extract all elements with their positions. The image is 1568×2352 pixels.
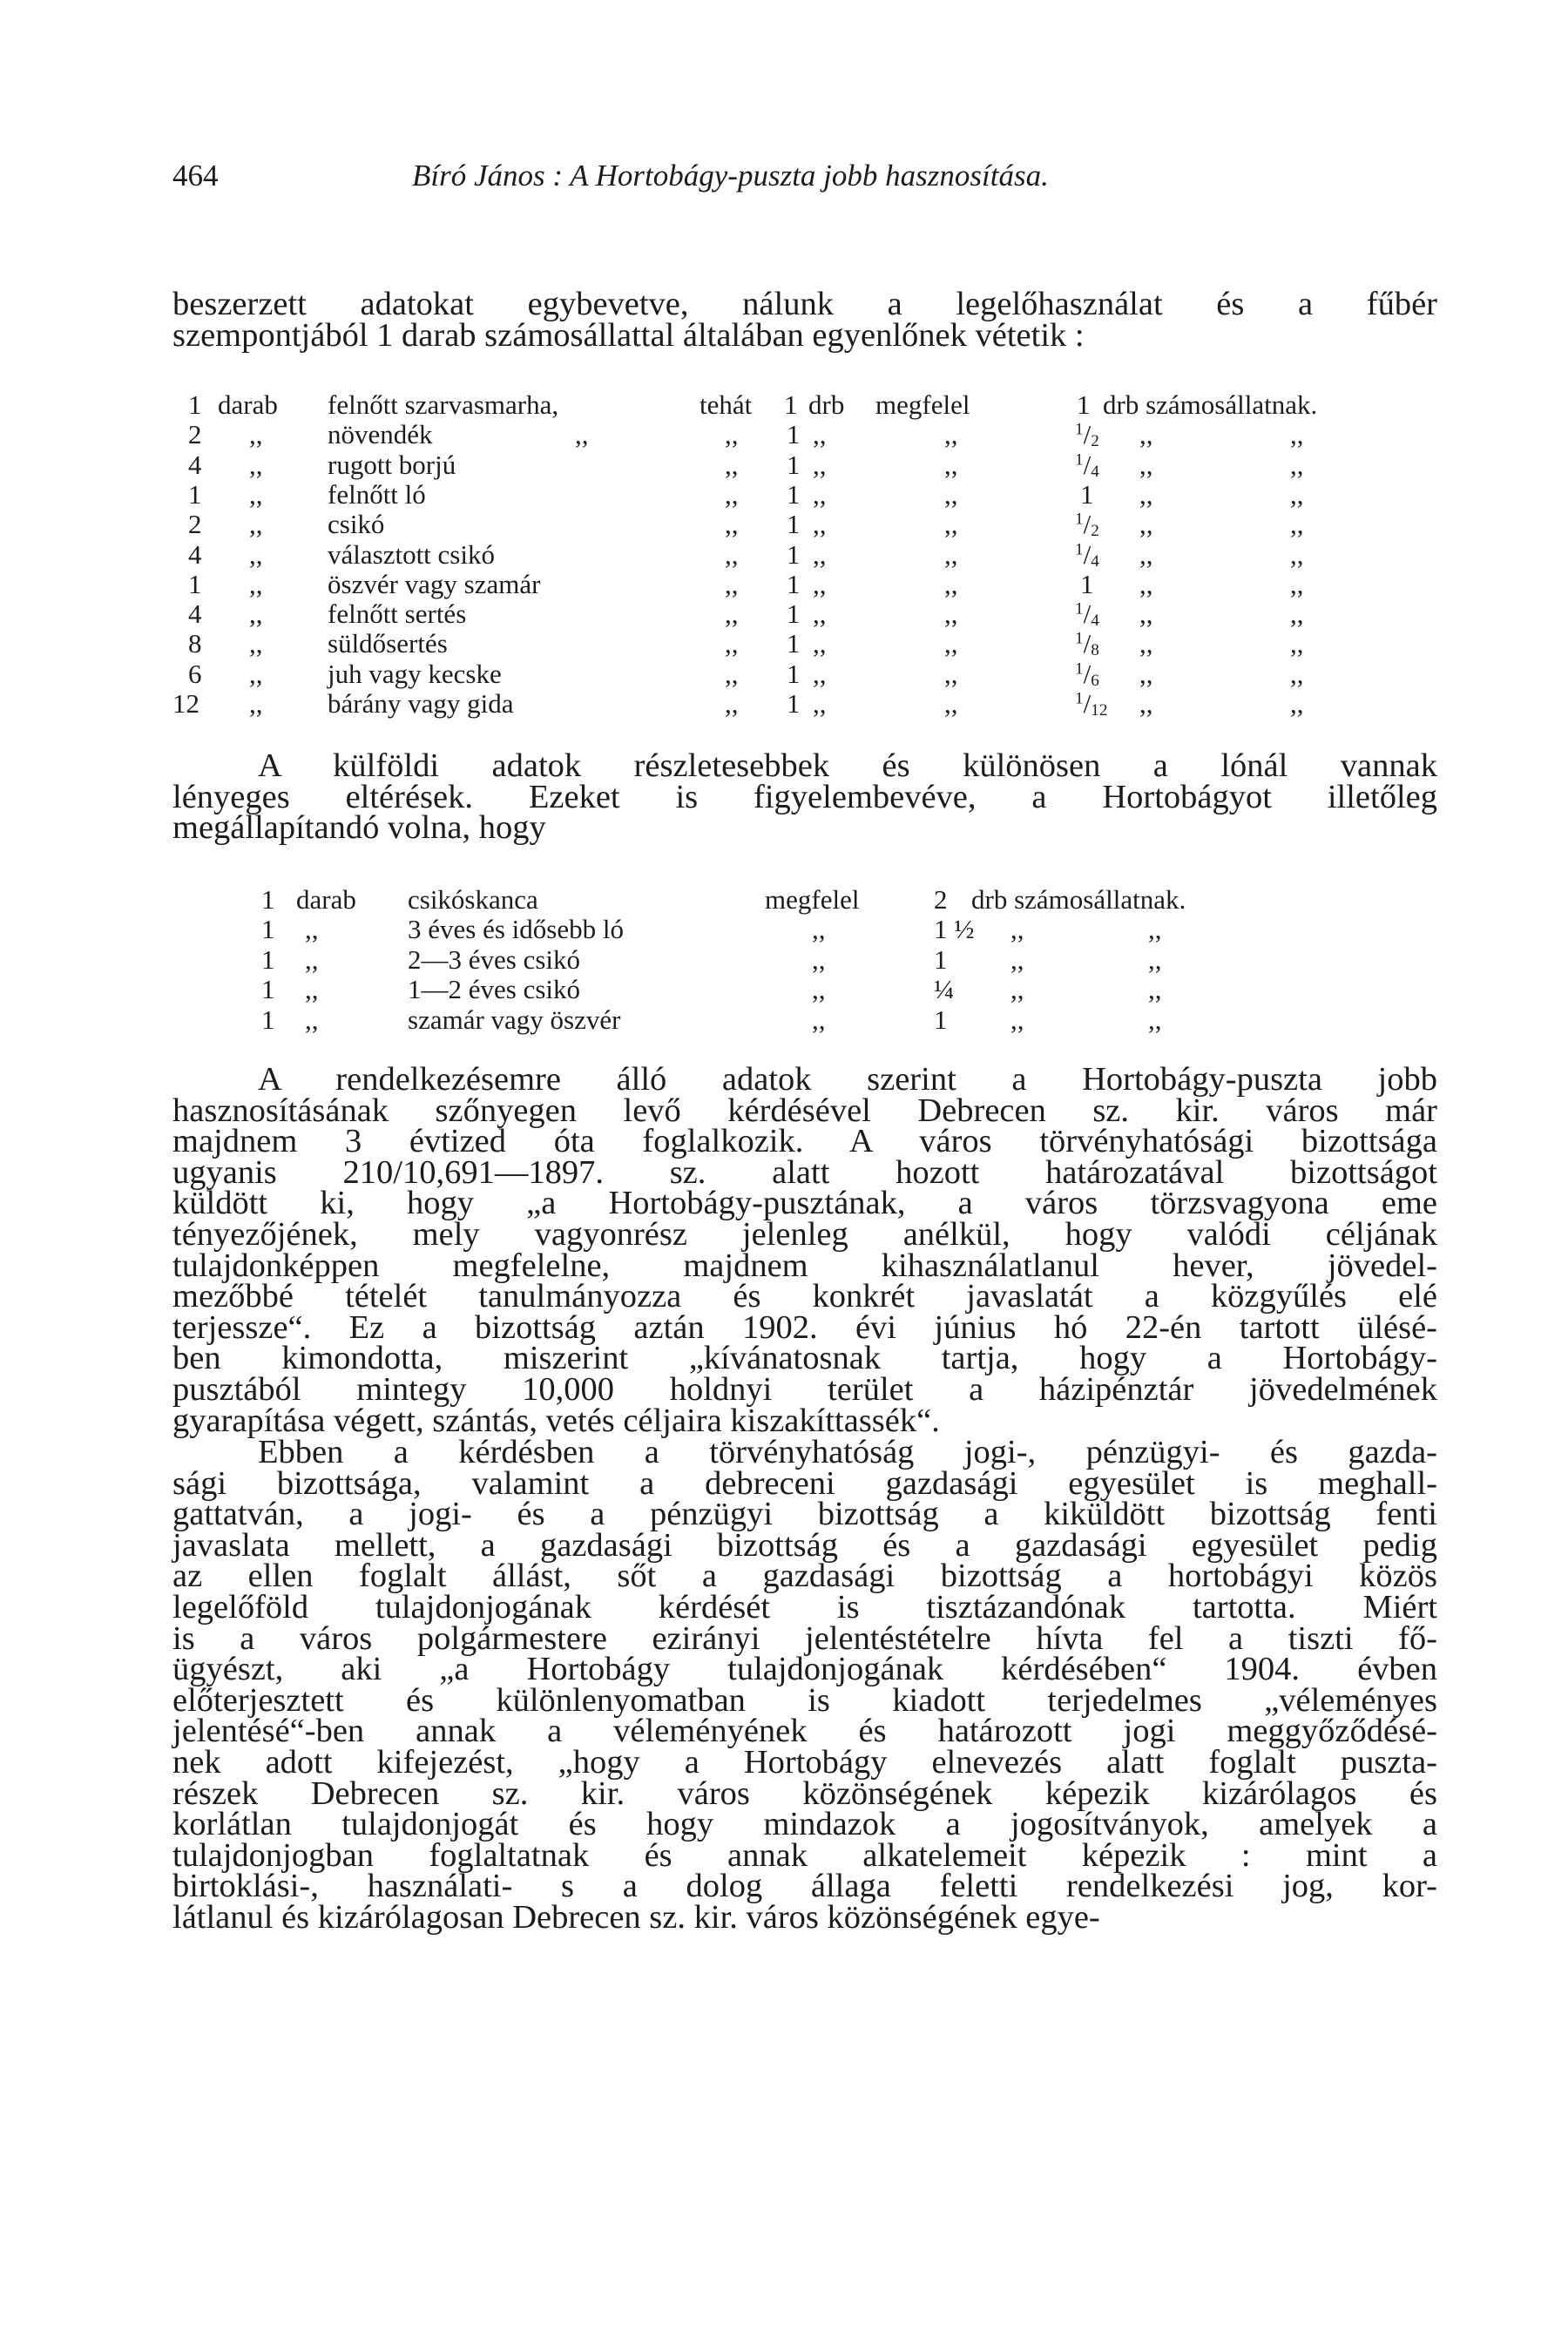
ditto-mark: ,, xyxy=(305,1004,319,1035)
text-line: A külföldi adatok részletesebbek és különösen a lónál vannak xyxy=(258,747,1437,784)
text-line: nek adott kifejezést, „hogy a Hortobágy elnevezés alatt foglalt puszta- xyxy=(172,1743,1437,1781)
table-cell: bárány vagy gida xyxy=(328,688,514,719)
text-line: sági bizottsága, valamint a debreceni gazdasági egyesület is meghall- xyxy=(172,1464,1437,1502)
fraction-denominator: 6 xyxy=(1091,671,1099,690)
ditto-mark: ,, xyxy=(1139,478,1153,510)
ditto-mark: ,, xyxy=(249,538,263,570)
table-cell: darab xyxy=(296,884,356,915)
ditto-mark: ,, xyxy=(1290,538,1304,570)
table-cell: 1 xyxy=(934,1004,948,1035)
ditto-mark: ,, xyxy=(249,509,263,540)
fraction-slash: / xyxy=(1083,598,1092,630)
table-cell: 1 xyxy=(1080,568,1094,599)
table-cell: tehát xyxy=(700,389,753,420)
text-line: legelőföld tulajdonjogának kérdését is tisztázandónak tartotta. Miért xyxy=(172,1588,1437,1625)
fraction-numerator: 1 xyxy=(1075,629,1084,648)
ditto-mark: ,, xyxy=(813,598,827,630)
table-cell: 1 ½ xyxy=(934,914,975,945)
ditto-mark: ,, xyxy=(1148,1004,1162,1035)
table-cell: 1 xyxy=(787,449,801,480)
text-line: tényezőjének, mely vagyonrész jelenleg anélkül, hogy valódi céljának xyxy=(172,1215,1437,1253)
ditto-mark: ,, xyxy=(944,538,958,570)
livestock-equivalence-table xyxy=(172,389,1427,729)
text-line: gyarapítása végett, szántás, vetés céljaira kiszakíttassék“. xyxy=(172,1402,940,1439)
ditto-mark: ,, xyxy=(944,419,958,450)
table-cell: csikóskanca xyxy=(408,884,538,915)
text-line: ben kimondotta, miszerint „kívánatosnak tartja, hogy a Hortobágy- xyxy=(172,1340,1437,1377)
fraction-numerator: 1 xyxy=(1075,659,1084,679)
ditto-mark: ,, xyxy=(1010,1004,1024,1035)
table-cell: 8 xyxy=(188,628,202,659)
table-cell: 12 xyxy=(172,688,199,719)
table-cell: 1 xyxy=(1080,478,1094,510)
table-cell: 1 xyxy=(787,538,801,570)
text-line: A rendelkezésemre álló adatok szerint a Hortobágy-puszta jobb xyxy=(258,1061,1437,1098)
table-cell: 4 xyxy=(188,598,202,630)
ditto-mark: ,, xyxy=(725,478,739,510)
ditto-mark: ,, xyxy=(1139,568,1153,599)
text-line: jelentésé“-ben annak a véleményének és határozott jogi meggyőződésé- xyxy=(172,1713,1437,1750)
text-line: gattatván, a jogi- és a pénzügyi bizottság a kiküldött bizottság fenti xyxy=(172,1496,1437,1533)
fraction-slash: / xyxy=(1083,419,1092,450)
table-cell: 1 xyxy=(787,628,801,659)
table-cell: 3 éves és idősebb ló xyxy=(408,914,624,945)
table-cell: juh vagy kecske xyxy=(328,658,502,689)
table-cell: 1 xyxy=(784,389,798,420)
ditto-mark: ,, xyxy=(944,628,958,659)
fraction-denominator: 8 xyxy=(1091,641,1099,660)
ditto-mark: ,, xyxy=(249,568,263,599)
table-cell: drb számosállatnak. xyxy=(1103,389,1318,420)
ditto-mark: ,, xyxy=(813,688,827,719)
fraction-numerator: 1 xyxy=(1075,539,1084,558)
legal-paragraph xyxy=(172,1434,1437,1936)
ditto-mark: ,, xyxy=(813,538,827,570)
table-cell: 1—2 éves csikó xyxy=(408,974,581,1005)
fraction-slash: / xyxy=(1083,658,1092,689)
fraction-denominator: 4 xyxy=(1091,551,1099,571)
ditto-mark: ,, xyxy=(725,449,739,480)
table-cell: drb xyxy=(808,389,845,420)
running-title: Bíró János : A Hortobágy-puszta jobb hasznosítása. xyxy=(412,159,1049,193)
ditto-mark: ,, xyxy=(725,658,739,689)
intro-paragraph xyxy=(172,286,1437,354)
ditto-mark: ,, xyxy=(1290,509,1304,540)
ditto-mark: ,, xyxy=(944,509,958,540)
text-line: lényeges eltérések. Ezeket is figyelembevéve, a Hortobágyot illetőleg xyxy=(172,778,1437,815)
table-cell: csikó xyxy=(328,509,385,540)
ditto-mark: ,, xyxy=(305,914,319,945)
ditto-mark: ,, xyxy=(249,598,263,630)
ditto-mark: ,, xyxy=(1139,628,1153,659)
text-line: ügyészt, aki „a Hortobágy tulajdonjogának kérdésében“ 1904. évben xyxy=(172,1651,1437,1688)
fraction xyxy=(1075,539,1099,571)
text-line: az ellen foglalt állást, sőt a gazdasági bizottság a hortobágyi közös xyxy=(172,1558,1437,1595)
table-cell: megfelel xyxy=(765,884,860,915)
text-line: ugyanis 210/10,691—1897. sz. alatt hozott határozatával bizottságot xyxy=(172,1153,1437,1191)
ditto-mark: ,, xyxy=(1139,538,1153,570)
text-line: mezőbbé tételét tanulmányozza és konkrét javaslatát a közgyűlés elé xyxy=(172,1278,1437,1315)
table-cell: 6 xyxy=(188,658,202,689)
ditto-mark: ,, xyxy=(725,419,739,450)
table-cell: 1 xyxy=(787,598,801,630)
table-cell: 1 xyxy=(188,568,202,599)
text-line: szempontjából 1 darab számosállattal általában egyenlőnek vétetik : xyxy=(172,316,1085,354)
ditto-mark: ,, xyxy=(725,688,739,719)
table-cell: 2 xyxy=(188,509,202,540)
ditto-mark: ,, xyxy=(1139,658,1153,689)
ditto-mark: ,, xyxy=(1148,914,1162,945)
ditto-mark: ,, xyxy=(1290,419,1304,450)
table-cell: 1 xyxy=(261,914,275,945)
table-cell: 1 xyxy=(787,509,801,540)
ditto-mark: ,, xyxy=(813,449,827,480)
fraction-denominator: 4 xyxy=(1091,462,1099,481)
table-cell: darab xyxy=(218,389,278,420)
ditto-mark: ,, xyxy=(1290,449,1304,480)
ditto-mark: ,, xyxy=(813,628,827,659)
ditto-mark: ,, xyxy=(249,449,263,480)
ditto-mark: ,, xyxy=(812,914,826,945)
fraction-denominator: 4 xyxy=(1091,611,1099,630)
ditto-mark: ,, xyxy=(305,943,319,975)
ditto-mark: ,, xyxy=(1290,568,1304,599)
ditto-mark: ,, xyxy=(944,598,958,630)
ditto-mark: ,, xyxy=(1010,914,1024,945)
table-cell: ¼ xyxy=(934,974,955,1005)
fraction xyxy=(1075,419,1099,451)
text-line: birtoklási-, használati- s a dolog állaga feletti rendelkezési jog, kor- xyxy=(172,1868,1437,1905)
text-line: tulajdonjogban foglaltatnak és annak alkatelemeit képezik : mint a xyxy=(172,1836,1437,1874)
table-cell: 1 xyxy=(934,943,948,975)
table-cell: 2 xyxy=(188,419,202,450)
fraction xyxy=(1075,659,1099,691)
table-cell: 1 xyxy=(188,389,202,420)
text-line: is a város polgármestere ezirányi jelentéstételre hívta fel a tiszti fő- xyxy=(172,1619,1437,1657)
ditto-mark: ,, xyxy=(944,568,958,599)
table-cell: 4 xyxy=(188,449,202,480)
fraction-numerator: 1 xyxy=(1075,689,1084,708)
ditto-mark: ,, xyxy=(1139,419,1153,450)
ditto-mark: ,, xyxy=(1010,974,1024,1005)
table-cell: rugott borjú xyxy=(328,449,456,480)
ditto-mark: ,, xyxy=(813,658,827,689)
ditto-mark: ,, xyxy=(1139,509,1153,540)
table-cell: 1 xyxy=(787,658,801,689)
page-header xyxy=(172,159,1418,202)
ditto-mark: ,, xyxy=(812,943,826,975)
ditto-mark: ,, xyxy=(249,419,263,450)
table-cell: 4 xyxy=(188,538,202,570)
text-line: előterjesztett és különlenyomatban is kiadott terjedelmes „véleményes xyxy=(172,1681,1437,1719)
ditto-mark: ,, xyxy=(725,628,739,659)
table-cell: 1 xyxy=(787,419,801,450)
table-cell: 2—3 éves csikó xyxy=(408,943,581,975)
fraction xyxy=(1075,509,1099,541)
ditto-mark: ,, xyxy=(1290,598,1304,630)
ditto-mark: ,, xyxy=(812,974,826,1005)
ditto-mark: ,, xyxy=(249,478,263,510)
fraction-slash: / xyxy=(1083,509,1092,540)
fraction-numerator: 1 xyxy=(1075,420,1084,439)
table-cell: szamár vagy öszvér xyxy=(408,1004,621,1035)
table-cell: öszvér vagy szamár xyxy=(328,568,541,599)
ditto-mark: ,, xyxy=(725,568,739,599)
fraction-numerator: 1 xyxy=(1075,450,1084,470)
fraction-slash: / xyxy=(1083,628,1092,659)
ditto-mark: ,, xyxy=(1290,628,1304,659)
ditto-mark: ,, xyxy=(1139,449,1153,480)
table-cell: felnőtt ló xyxy=(328,478,426,510)
page-number: 464 xyxy=(172,159,219,193)
text-line: megállapítandó volna, hogy xyxy=(172,809,546,847)
text-line: majdnem 3 évtized óta foglalkozik. A város törvényhatósági bizottsága xyxy=(172,1123,1437,1160)
text-line: terjessze“. Ez a bizottság aztán 1902. évi június hó 22-én tartott ülésé- xyxy=(172,1308,1437,1346)
table-cell: 1 xyxy=(1077,389,1091,420)
ditto-mark: ,, xyxy=(1139,598,1153,630)
ditto-mark: ,, xyxy=(725,538,739,570)
ditto-mark: ,, xyxy=(944,688,958,719)
ditto-mark: ,, xyxy=(944,478,958,510)
fraction xyxy=(1075,449,1099,482)
ditto-mark: ,, xyxy=(1290,658,1304,689)
ditto-mark: ,, xyxy=(249,658,263,689)
table-cell: 1 xyxy=(261,1004,275,1035)
ditto-mark: ,, xyxy=(1290,478,1304,510)
table-cell: felnőtt szarvasmarha, xyxy=(328,389,559,420)
table-cell: 1 xyxy=(261,884,275,915)
text-line: tulajdonképpen megfelelne, majdnem kihasználatlanul hever, jövedel- xyxy=(172,1247,1437,1284)
ditto-mark: ,, xyxy=(1290,688,1304,719)
fraction-slash: / xyxy=(1083,688,1092,719)
table-cell: megfelel xyxy=(875,389,970,420)
text-line: javaslata mellett, a gazdasági bizottság és a gazdasági egyesület pedig xyxy=(172,1526,1437,1564)
table-cell: növendék xyxy=(328,419,433,450)
ditto-mark: ,, xyxy=(725,598,739,630)
ditto-mark: ,, xyxy=(1148,974,1162,1005)
table-cell: 1 xyxy=(787,478,801,510)
ditto-mark: ,, xyxy=(305,974,319,1005)
text-line: küldött ki, hogy „a Hortobágy-pusztának, a város törzsvagyona eme xyxy=(172,1185,1437,1222)
history-paragraph xyxy=(172,1061,1437,1439)
ditto-mark: ,, xyxy=(944,449,958,480)
ditto-mark: ,, xyxy=(249,628,263,659)
ditto-mark: ,, xyxy=(812,1004,826,1035)
table-cell: 1 xyxy=(787,568,801,599)
ditto-mark: ,, xyxy=(1139,688,1153,719)
ditto-mark: ,, xyxy=(813,478,827,510)
table-cell: 1 xyxy=(188,478,202,510)
ditto-mark: ,, xyxy=(575,419,589,450)
table-cell: 1 xyxy=(787,688,801,719)
table-cell: 1 xyxy=(261,974,275,1005)
text-line: pusztából mintegy 10,000 holdnyi terület a házipénztár jövedelmének xyxy=(172,1370,1437,1408)
fraction-denominator: 2 xyxy=(1091,522,1099,541)
fraction-denominator: 12 xyxy=(1091,700,1108,720)
text-line: korlátlan tulajdonjogát és hogy mindazok a jogosítványok, amelyek a xyxy=(172,1806,1437,1843)
fraction-numerator: 1 xyxy=(1075,510,1084,529)
table-cell: drb számosállatnak. xyxy=(971,884,1186,915)
text-line: részek Debrecen sz. kir. város közönségének képezik kizárólagos és xyxy=(172,1774,1437,1812)
fraction xyxy=(1075,598,1099,631)
table-cell: felnőtt sertés xyxy=(328,598,467,630)
text-line: Ebben a kérdésben a törvényhatóság jogi-, pénzügyi- és gazda- xyxy=(258,1434,1437,1470)
ditto-mark: ,, xyxy=(249,688,263,719)
ditto-mark: ,, xyxy=(813,509,827,540)
table-cell: 1 xyxy=(261,943,275,975)
horse-equivalence-table xyxy=(261,884,1307,1058)
fraction-slash: / xyxy=(1083,449,1092,480)
ditto-mark: ,, xyxy=(1148,943,1162,975)
ditto-mark: ,, xyxy=(725,509,739,540)
text-line: látlanul és kizárólagosan Debrecen sz. kir. város közönségének egye- xyxy=(172,1898,1100,1936)
ditto-mark: ,, xyxy=(813,568,827,599)
fraction xyxy=(1075,688,1107,720)
table-cell: 2 xyxy=(934,884,948,915)
fraction xyxy=(1075,628,1099,660)
ditto-mark: ,, xyxy=(1010,943,1024,975)
table-cell: választott csikó xyxy=(328,538,495,570)
ditto-mark: ,, xyxy=(813,419,827,450)
ditto-mark: ,, xyxy=(944,658,958,689)
foreign-data-paragraph xyxy=(172,747,1437,847)
text-line: beszerzett adatokat egybevetve, nálunk a legelőhasználat és a fűbér xyxy=(172,286,1437,322)
table-cell: süldősertés xyxy=(328,628,448,659)
fraction-numerator: 1 xyxy=(1075,599,1084,618)
fraction-slash: / xyxy=(1083,538,1092,570)
text-line: hasznosításának szőnyegen levő kérdésével Debrecen sz. kir. város már xyxy=(172,1092,1437,1129)
fraction-denominator: 2 xyxy=(1091,432,1099,451)
